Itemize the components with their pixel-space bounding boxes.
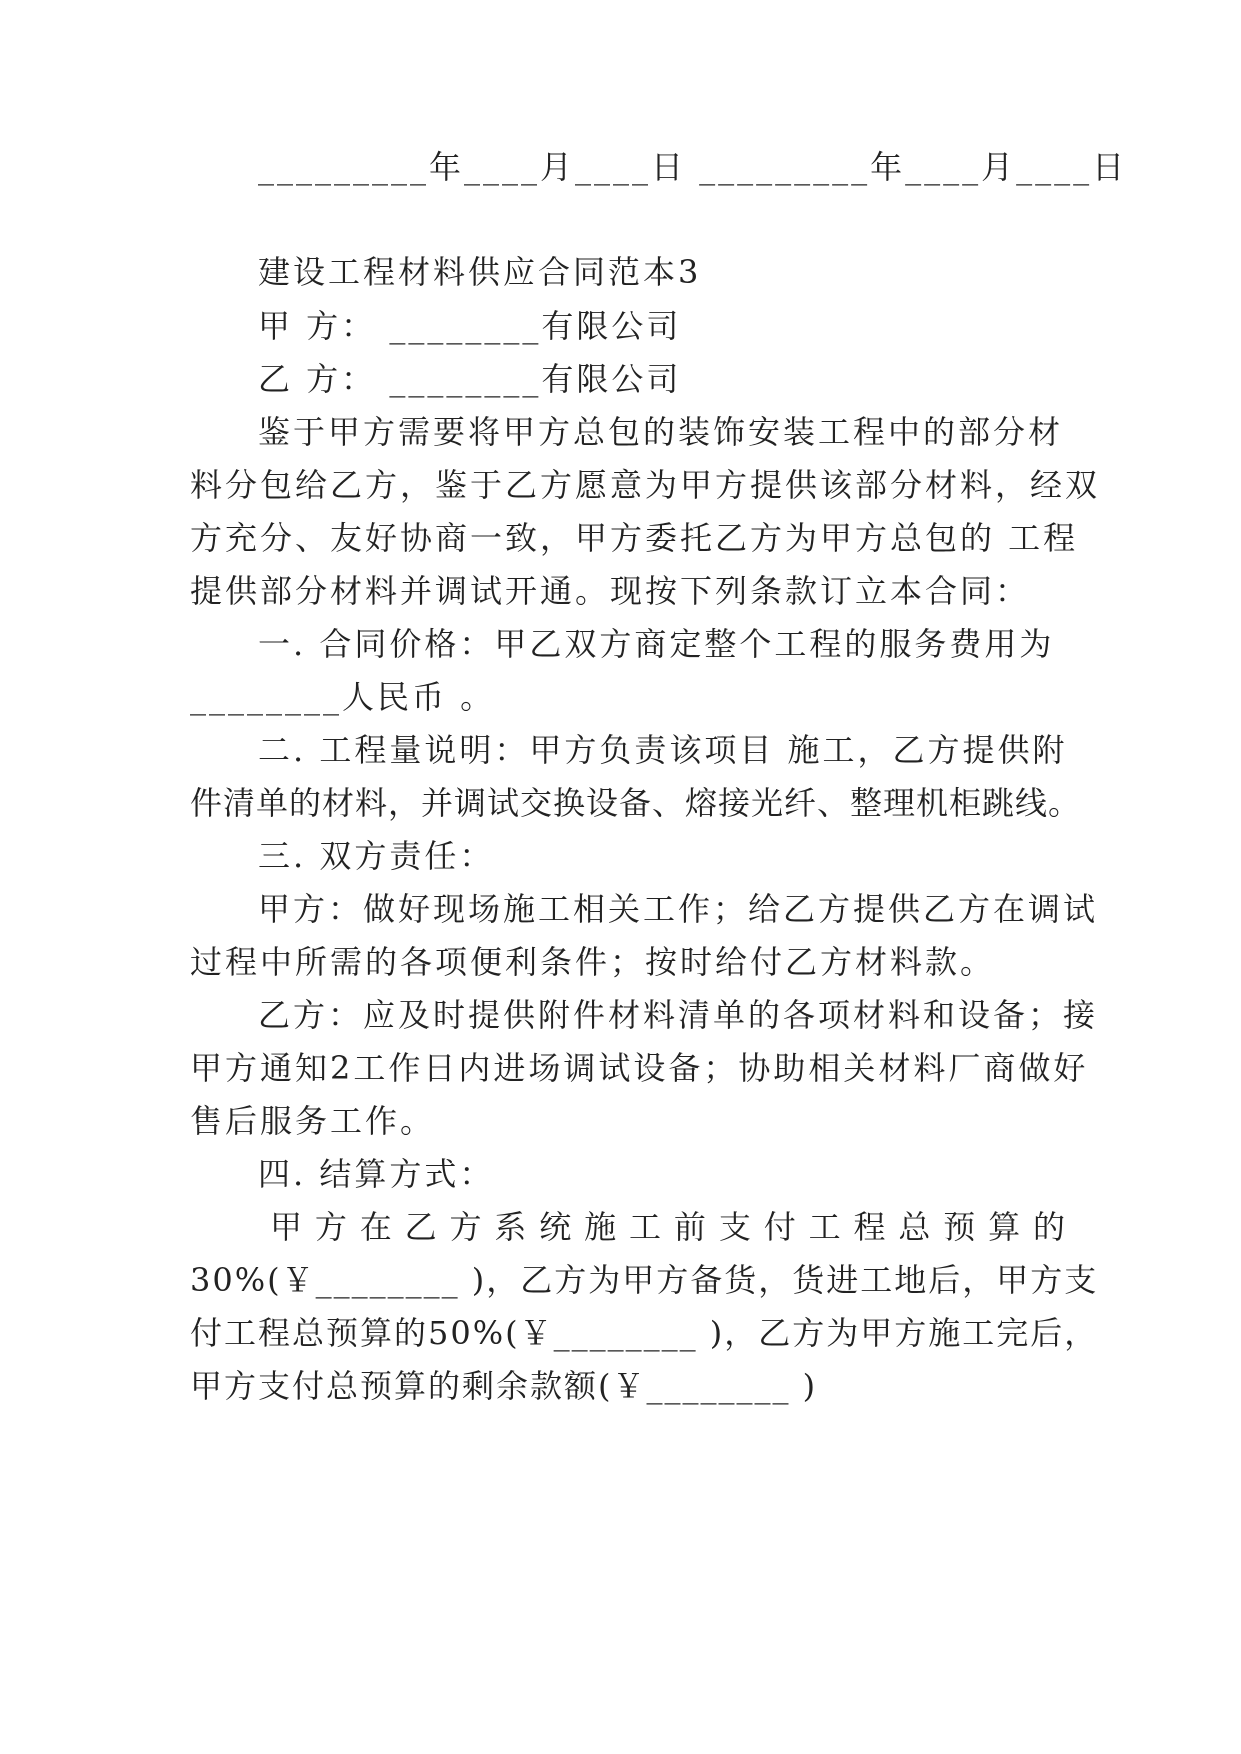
settlement-line-1: 甲方在乙方系统施工前支付工程总预算的 [270, 1208, 1065, 1246]
clause-1-line-2: ________人民币 。 [190, 678, 496, 716]
settlement-line-3: 付工程总预算的50%(￥________ )，乙方为甲方施工完后， [190, 1314, 1099, 1352]
preamble-line-4: 提供部分材料并调试开通。现按下列条款订立本合同： [190, 572, 1031, 610]
document-title: 建设工程材料供应合同范本3 [258, 253, 702, 291]
clause-2-line-1: 二. 工程量说明：甲方负责该项目 施工，乙方提供附 [258, 731, 1068, 769]
preamble-line-2: 料分包给乙方，鉴于乙方愿意为甲方提供该部分材料，经双 [190, 466, 1101, 504]
settlement-line-2: 30%(￥________ )，乙方为甲方备货，货进工地后，甲方支 [190, 1261, 1099, 1299]
signature-date-line: _________年____月____日 _________年____月____日 [258, 148, 1128, 186]
party-a-line: 甲 方： ________有限公司 [258, 307, 682, 345]
preamble-line-1: 鉴于甲方需要将甲方总包的装饰安装工程中的部分材 [258, 413, 1064, 451]
party-b-duty-line-1: 乙方：应及时提供附件材料清单的各项材料和设备；接 [258, 996, 1099, 1034]
party-b-line: 乙 方： ________有限公司 [258, 360, 682, 398]
clause-2-line-2: 件清单的材料，并调试交换设备、熔接光纤、整理机柜跳线。 [190, 784, 1082, 822]
settlement-line-4: 甲方支付总预算的剩余款额(￥________ ) [190, 1367, 818, 1405]
clause-3-heading: 三. 双方责任： [258, 837, 495, 875]
preamble-line-3: 方充分、友好协商一致，甲方委托乙方为甲方总包的 工程 [190, 519, 1079, 557]
party-a-duty-line-1: 甲方：做好现场施工相关工作；给乙方提供乙方在调试 [258, 890, 1099, 928]
clause-4-heading: 四. 结算方式： [258, 1155, 495, 1193]
party-b-duty-line-3: 售后服务工作。 [190, 1102, 436, 1140]
clause-1-line-1: 一. 合同价格：甲乙双方商定整个工程的服务费用为 [258, 625, 1055, 663]
party-b-duty-line-2: 甲方通知2工作日内进场调试设备；协助相关材料厂商做好 [190, 1049, 1089, 1087]
party-a-duty-line-2: 过程中所需的各项便利条件；按时给付乙方材料款。 [190, 943, 996, 981]
